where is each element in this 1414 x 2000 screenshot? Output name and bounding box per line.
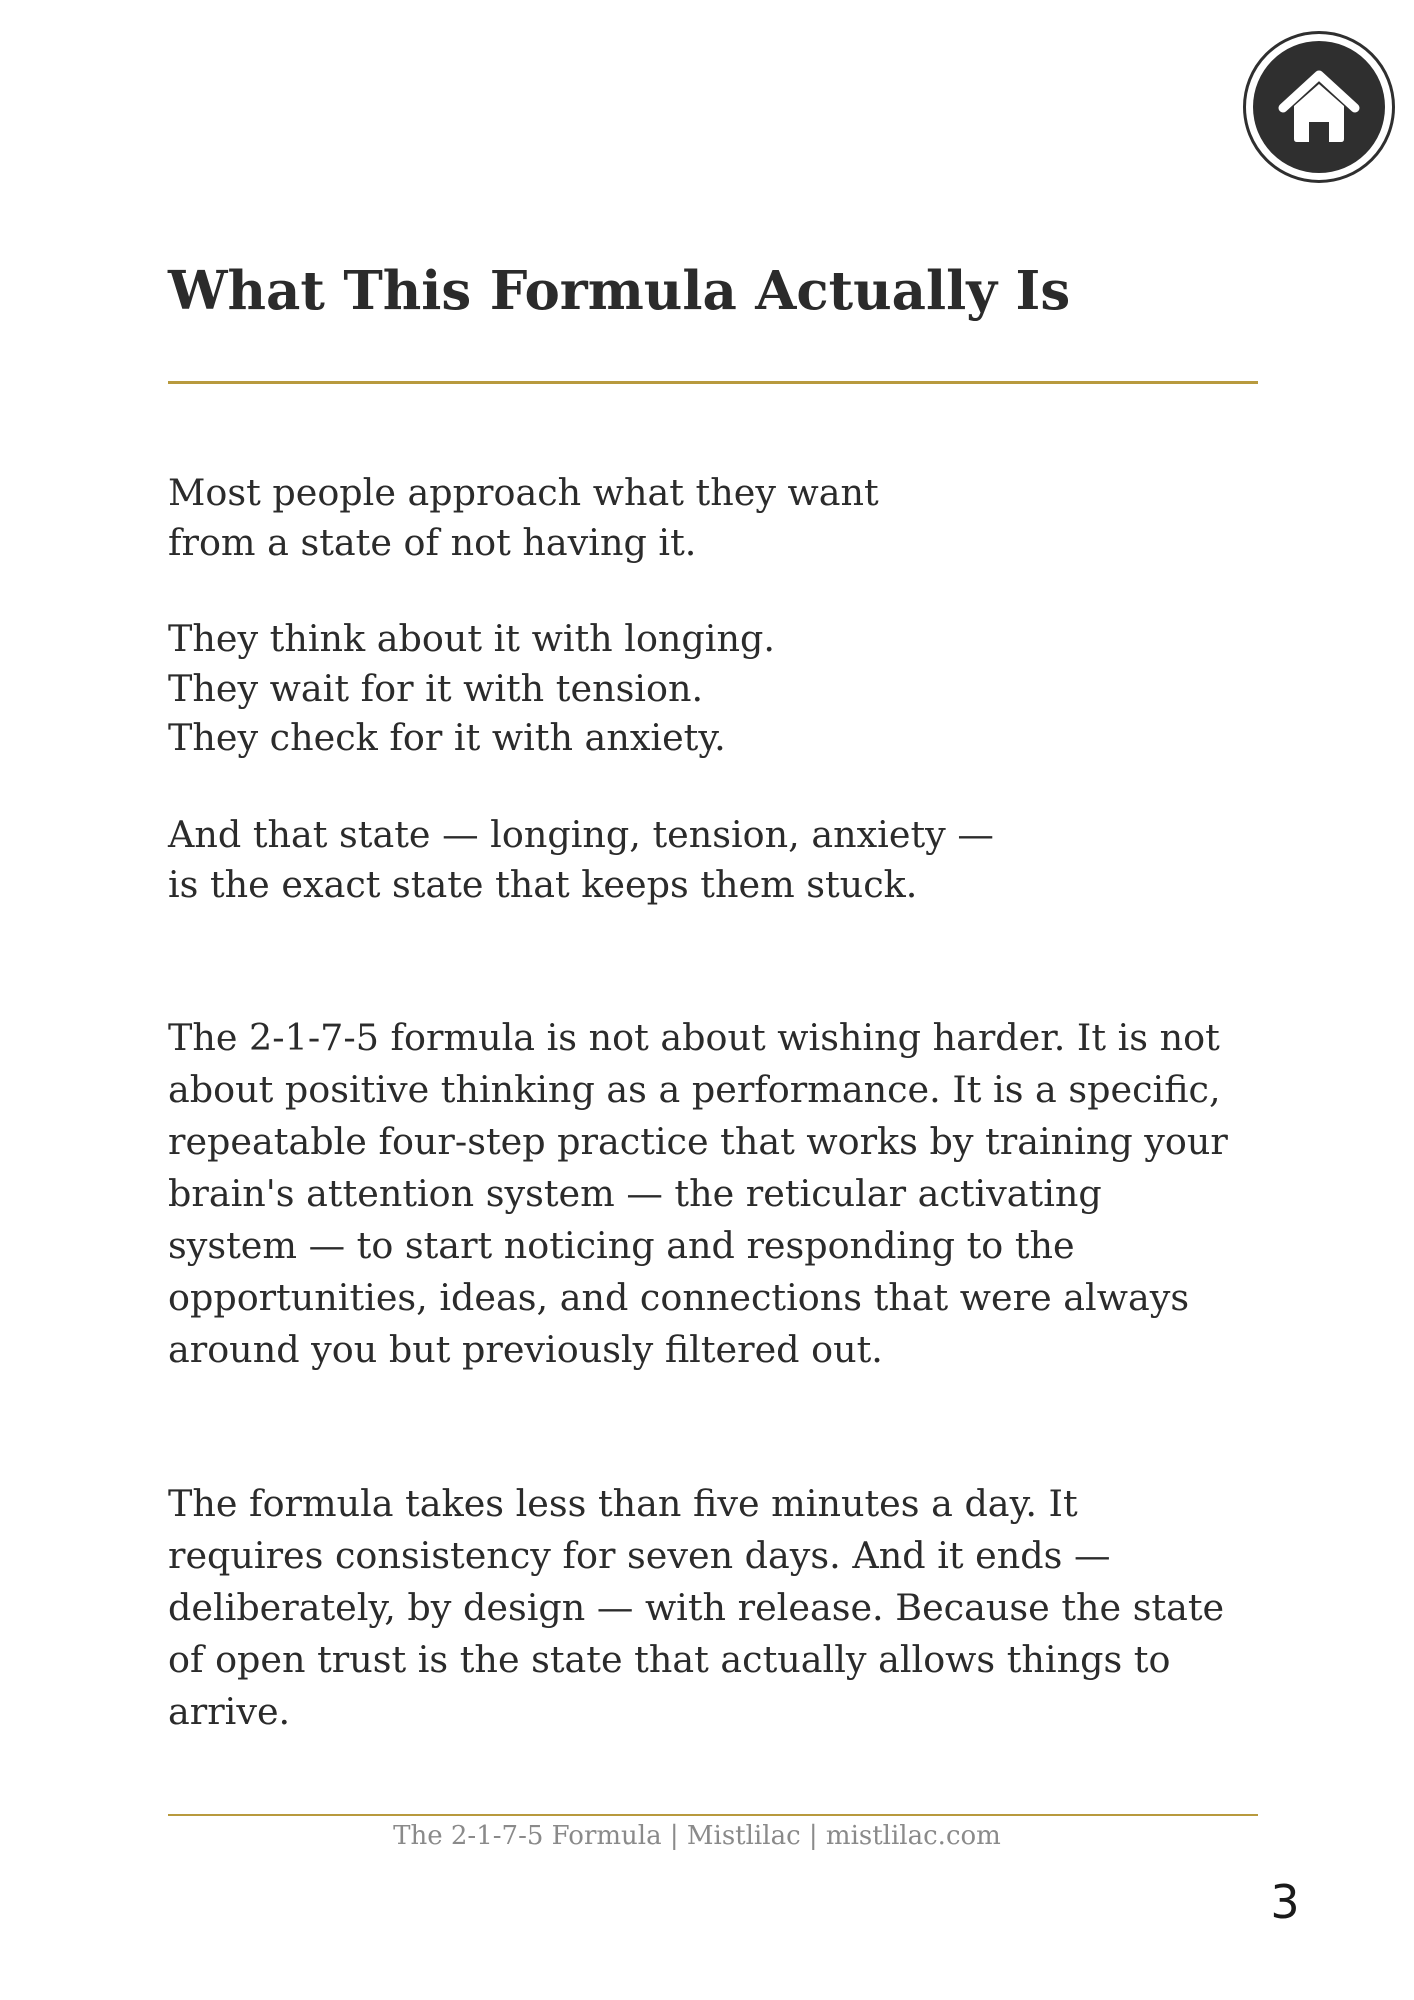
stanza-line: from a state of not having it. [168,520,697,564]
paragraph-line: brain's attention system — the reticular activating [168,1172,1102,1215]
body-paragraph-2 [168,1478,1278,1738]
paragraph-line: repeatable four-step practice that works by training your [168,1120,1228,1163]
paragraph-line: about positive thinking as a performance. It is a specific, [168,1068,1221,1111]
paragraph-line: system — to start noticing and responding to the [168,1224,1075,1267]
paragraph-line: around you but previously filtered out. [168,1328,883,1371]
paragraph-line: requires consistency for seven days. And it ends — [168,1534,1111,1577]
paragraph-line: of open trust is the state that actually allows things to [168,1638,1171,1681]
home-icon [1277,68,1361,146]
page-title: What This Formula Actually Is [168,260,1071,322]
body-paragraph-1 [168,1012,1278,1376]
page-number: 3 [1270,1875,1300,1929]
paragraph-line: arrive. [168,1690,291,1733]
intro-stanza-2 [168,614,775,763]
intro-stanza-3 [168,810,994,909]
stanza-line: Most people approach what they want [168,471,879,514]
stanza-line: They think about it with longing. [168,617,775,660]
stanza-line: They check for it with anxiety. [168,716,726,759]
stanza-line: is the exact state that keeps them stuck. [168,862,918,906]
paragraph-line: deliberately, by design — with release. Because the state [168,1586,1225,1629]
footer-text: The 2-1-7-5 Formula | Mistlilac | mistlilac.com [393,1821,1001,1851]
home-button[interactable] [1243,31,1395,183]
paragraph-line: opportunities, ideas, and connections that were always [168,1276,1190,1319]
stanza-line: And that state — longing, tension, anxiety — [168,813,994,856]
stanza-line: They wait for it with tension. [168,666,704,710]
title-divider [168,381,1258,384]
paragraph-line: The formula takes less than five minutes a day. It [168,1482,1078,1525]
home-button-disc [1253,41,1385,173]
paragraph-line: The 2-1-7-5 formula is not about wishing harder. It is not [168,1016,1220,1059]
intro-stanza-1 [168,468,879,567]
